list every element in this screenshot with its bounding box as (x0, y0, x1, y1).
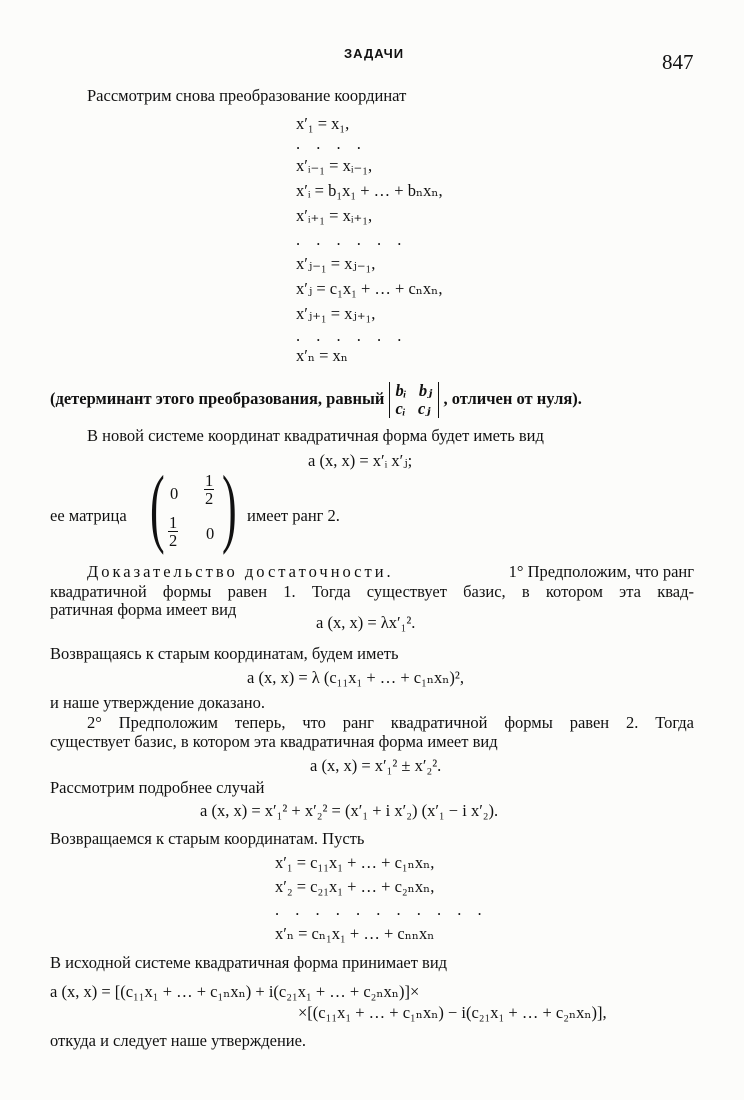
denominator: 2 (205, 489, 214, 508)
matrix-cell: 0 (206, 524, 215, 543)
sufficiency-rest: 1° Предположим, что ранг (508, 562, 694, 581)
sufficiency-label: Доказательство достаточности. (87, 562, 394, 581)
sufficiency-line-1 (87, 562, 694, 582)
equation: . . . . . . (296, 326, 408, 345)
equation: x′₂ = c₂₁x₁ + … + c₂ₙxₙ, (275, 877, 435, 896)
numerator: 1 (205, 471, 214, 490)
case2-line-2: существует базис, в котором эта квадратичная форма имеет вид (50, 732, 498, 751)
equation: x′ⱼ = c₁x₁ + … + cₙxₙ, (296, 279, 443, 298)
running-header: ЗАДАЧИ (344, 46, 405, 61)
det-cell: bⱼ (418, 381, 433, 400)
form-rank2: a (x, x) = x′₁² ± x′₂². (310, 756, 442, 775)
matrix (150, 459, 242, 558)
equation: . . . . . . . . . . . (275, 900, 488, 919)
matrix-label: ее матрица (50, 506, 127, 525)
det-note-after: , отличен от нуля). (443, 388, 582, 408)
equation: . . . . . . (296, 230, 408, 249)
consider-text: Рассмотрим подробнее случай (50, 778, 265, 797)
intro-text: Рассмотрим снова преобразование координат (87, 86, 407, 105)
case2-line-1: 2° Предположим теперь, что ранг квадратичной формы равен 2. Тогда (87, 713, 694, 732)
det-note-before: (детерминант этого преобразования, равный (50, 388, 385, 408)
det-cell: cᵢ (395, 399, 406, 418)
equation: x′ᵢ = b₁x₁ + … + bₙxₙ, (296, 181, 443, 200)
left-paren: ( (150, 459, 165, 556)
numerator: 1 (169, 513, 178, 532)
equation: x′ⱼ₋₁ = xⱼ₋₁, (296, 254, 376, 273)
sufficiency-line-2: квадратичной формы равен 1. Тогда существует базис, в котором эта квад- (50, 582, 694, 601)
sufficiency-line-3: ратичная форма имеет вид (50, 600, 237, 619)
matrix-cell-fraction (204, 472, 214, 507)
final-form-line-2: ×[(c₁₁x₁ + … + c₁ₙxₙ) − i(c₂₁x₁ + … + c₂ₙxₙ)], (298, 1003, 607, 1022)
page-number: 847 (662, 50, 694, 74)
equation: x′ₙ = xₙ (296, 346, 348, 365)
form-rank1: a (x, x) = λx′₁². (316, 613, 416, 632)
form-new: a (x, x) = x′ᵢ x′ⱼ; (308, 451, 413, 470)
equation: . . . . (296, 134, 367, 153)
det-cell: cⱼ (418, 399, 431, 418)
original-text: В исходной системе квадратичная форма принимает вид (50, 953, 448, 972)
new-system-text: В новой системе координат квадратичная форма будет иметь вид (87, 426, 544, 445)
denominator: 2 (169, 531, 178, 550)
return-old-text: Возвращаемся к старым координатам. Пусть (50, 829, 365, 848)
equation: x′₁ = x₁, (296, 114, 350, 133)
return-text: Возвращаясь к старым координатам, будем иметь (50, 644, 399, 663)
proved-text: и наше утверждение доказано. (50, 693, 265, 712)
matrix-rank-text: имеет ранг 2. (247, 506, 340, 525)
matrix-cell: 0 (170, 484, 179, 503)
form-rank1-old: a (x, x) = λ (c₁₁x₁ + … + c₁ₙxₙ)², (247, 668, 464, 687)
matrix-cell-fraction (168, 514, 178, 549)
equation: x′ⱼ₊₁ = xⱼ₊₁, (296, 304, 376, 323)
equation: x′ₙ = cₙ₁x₁ + … + cₙₙxₙ (275, 924, 435, 943)
form-case: a (x, x) = x′₁² + x′₂² = (x′₁ + i x′₂) (x′₁ − i x′₂). (200, 801, 499, 820)
equation: x′ᵢ₋₁ = xᵢ₋₁, (296, 156, 373, 175)
det-cell: bᵢ (395, 381, 407, 400)
determinant-note (50, 382, 582, 418)
conclusion-text: откуда и следует наше утверждение. (50, 1031, 307, 1050)
determinant (389, 382, 440, 418)
final-form-line-1: a (x, x) = [(c₁₁x₁ + … + c₁ₙxₙ) + i(c₂₁x₁ + … + c₂ₙxₙ)]× (50, 982, 420, 1001)
right-paren: ) (222, 459, 237, 556)
equation: x′ᵢ₊₁ = xᵢ₊₁, (296, 206, 373, 225)
equation: x′₁ = c₁₁x₁ + … + c₁ₙxₙ, (275, 853, 435, 872)
